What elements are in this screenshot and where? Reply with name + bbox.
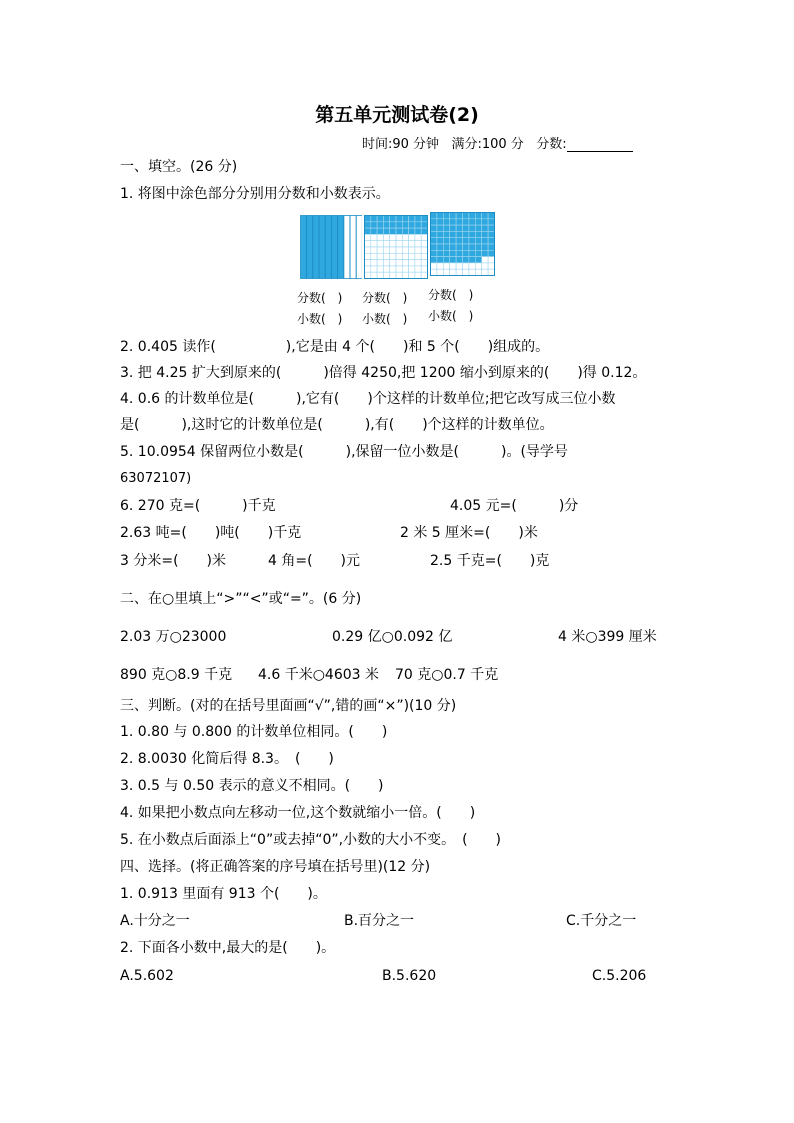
grid-cell [463,219,469,225]
question-1-6-item: 2.5 千克=( )克 [430,553,550,569]
grid-cell [377,253,383,259]
grid-cell [390,234,396,240]
grid-cell [437,238,443,244]
grid-cell [469,238,475,244]
grid-cell [431,257,437,263]
grid-cell [390,241,396,247]
grid-cell [421,241,427,247]
question-1-6-item: 4.05 元=( )分 [450,498,579,514]
grid-cell [415,260,421,266]
grid-cell [443,269,449,275]
grid-cell [482,257,488,263]
grid-cell [463,269,469,275]
compare-item: 2.03 万○23000 [120,629,227,645]
grid-cell [469,250,475,256]
grid-cell [437,244,443,250]
grid-cell [415,272,421,278]
judge-item: 5. 在小数点后面添上“0”或去掉“0”,小数的大小不变。 ( ) [120,832,502,848]
strip-cell [301,216,307,279]
grid-cell [469,231,475,237]
grid-cell [377,247,383,253]
compare-item: 4.6 千米○4603 米 [258,667,380,683]
grid-cell [482,225,488,231]
grid-cell [421,260,427,266]
grid-cell [456,263,462,269]
grid-cell [475,250,481,256]
grid-cell [469,213,475,219]
grid-cell [421,228,427,234]
grid-cell [371,241,377,247]
grid-cell [421,247,427,253]
grid-cell [371,216,377,222]
grid-cell [409,266,415,272]
grid-cell [475,244,481,250]
page-title: 第五单元测试卷(2) [315,104,479,126]
grid-cell [396,222,402,228]
grid-cell [409,234,415,240]
full-score-label: 满分:100 分 [451,137,524,152]
grid-cell [443,231,449,237]
grid-cell [409,253,415,259]
grid-cell [415,222,421,228]
grid-cell [437,219,443,225]
grid-cell [450,269,456,275]
grid-cell [377,222,383,228]
grid-cell [475,269,481,275]
grid-cell [377,234,383,240]
grid-cell [421,216,427,222]
score-label: 分数: [536,137,567,152]
grid-cell [443,250,449,256]
grid-cell [421,266,427,272]
grid-cell [415,266,421,272]
grid-cell [421,253,427,259]
grid-cell [482,250,488,256]
section-1-heading: 一、填空。(26 分) [120,159,238,175]
grid-cell [450,219,456,225]
grid-cell [443,213,449,219]
grid-cell [383,260,389,266]
grid-cell [469,219,475,225]
grid-cell [431,250,437,256]
grid-cell [456,231,462,237]
choice-question-2: 2. 下面各小数中,最大的是( )。 [120,940,336,956]
grid-cell [402,234,408,240]
grid-cell [377,228,383,234]
grid-cell [450,244,456,250]
grid-cell [450,231,456,237]
grid-cell [415,216,421,222]
grid-cell [377,266,383,272]
grid-cell [488,225,494,231]
grid-cell [475,225,481,231]
grid-cell [365,266,371,272]
grid-cell [463,225,469,231]
grid-cell [456,213,462,219]
strip-cell [338,216,344,279]
grid-cell [383,241,389,247]
grid-cell [390,228,396,234]
judge-item: 4. 如果把小数点向左移动一位,这个数就缩小一倍。( ) [120,805,476,821]
grid-cell [402,222,408,228]
grid-cell [371,266,377,272]
grid-cell [409,241,415,247]
strip-cell [307,216,313,279]
grid-cell [365,272,371,278]
compare-item: 70 克○0.7 千克 [395,667,499,683]
choice-option-b: B.5.620 [382,968,437,984]
grid-cell [431,225,437,231]
grid-cell [409,222,415,228]
decimal-label-1: 小数( ) [297,312,343,326]
question-1-3: 3. 把 4.25 扩大到原来的( )倍得 4250,把 1200 缩小到原来的( )得 0.12。 [120,365,647,381]
question-1-1: 1. 将图中涂色部分分别用分数和小数表示。 [120,186,390,202]
grid-cell [365,222,371,228]
grid-cell [409,272,415,278]
figure-strip-grid [300,215,362,279]
grid-cell [475,219,481,225]
grid-cell [488,257,494,263]
grid-cell [383,272,389,278]
grid-cell [443,263,449,269]
figure-hundred-grid-b [430,212,495,276]
grid-cell [482,231,488,237]
grid-cell [475,257,481,263]
question-1-5-line2: 63072107) [120,471,192,486]
question-1-6-item: 2 米 5 厘米=( )米 [400,525,538,541]
grid-cell [409,228,415,234]
grid-cell [365,216,371,222]
grid-cell [396,272,402,278]
grid-cell [390,253,396,259]
compare-item: 890 克○8.9 千克 [120,667,233,683]
grid-cell [431,213,437,219]
grid-cell [402,247,408,253]
strip-cell [313,216,319,279]
grid-cell [377,241,383,247]
grid-cell [371,222,377,228]
grid-cell [421,234,427,240]
grid-cell [431,244,437,250]
grid-cell [409,260,415,266]
grid-cell [431,219,437,225]
grid-cell [488,244,494,250]
grid-cell [443,257,449,263]
grid-cell [482,263,488,269]
grid-cell [450,250,456,256]
grid-cell [463,250,469,256]
grid-cell [402,253,408,259]
grid-cell [475,238,481,244]
grid-cell [371,234,377,240]
strip-cell [319,216,325,279]
grid-cell [463,238,469,244]
grid-cell [450,257,456,263]
section-4-heading: 四、选择。(将正确答案的序号填在括号里)(12 分) [120,859,431,875]
compare-item: 0.29 亿○0.092 亿 [332,629,453,645]
section-3-heading: 三、判断。(对的在括号里面画“√”,错的画“×”)(10 分) [120,698,457,714]
grid-cell [383,247,389,253]
choice-question-1: 1. 0.913 里面有 913 个( )。 [120,886,327,902]
grid-cell [431,231,437,237]
grid-cell [431,238,437,244]
grid-cell [488,231,494,237]
grid-cell [488,219,494,225]
grid-cell [371,228,377,234]
grid-cell [365,228,371,234]
grid-cell [402,260,408,266]
grid-cell [482,238,488,244]
fraction-label-2: 分数( ) [362,291,408,305]
question-1-4-line2: 是( ),这时它的计数单位是( ),有( )个这样的计数单位。 [120,417,554,433]
grid-cell [390,266,396,272]
grid-cell [456,238,462,244]
grid-cell [383,228,389,234]
grid-cell [475,213,481,219]
grid-cell [365,253,371,259]
score-blank[interactable] [567,139,633,152]
grid-cell [437,231,443,237]
grid-cell [488,213,494,219]
grid-cell [371,247,377,253]
grid-cell [402,228,408,234]
grid-cell [443,238,449,244]
grid-cell [365,260,371,266]
grid-cell [383,234,389,240]
strip-cell [350,216,356,279]
grid-cell [383,253,389,259]
grid-cell [415,228,421,234]
grid-cell [463,231,469,237]
grid-cell [463,244,469,250]
decimal-label-2: 小数( ) [362,312,408,326]
question-1-4-line1: 4. 0.6 的计数单位是( ),它有( )个这样的计数单位;把它改写成三位小数 [120,391,616,407]
question-1-6-item: 3 分米=( )米 [120,553,227,569]
grid-cell [415,241,421,247]
grid-cell [482,213,488,219]
grid-cell [431,263,437,269]
grid-cell [409,247,415,253]
grid-cell [396,241,402,247]
grid-cell [437,257,443,263]
grid-cell [469,257,475,263]
grid-cell [450,225,456,231]
grid-cell [415,234,421,240]
grid-cell [371,272,377,278]
grid-cell [456,219,462,225]
strip-cell [344,216,350,279]
judge-item: 3. 0.5 与 0.50 表示的意义不相同。( ) [120,778,384,794]
question-1-5-line1: 5. 10.0954 保留两位小数是( ),保留一位小数是( )。(导学号 [120,444,568,460]
grid-cell [396,228,402,234]
grid-cell [390,216,396,222]
grid-cell [377,272,383,278]
grid-cell [402,216,408,222]
exam-meta [362,133,633,152]
grid-cell [488,250,494,256]
grid-cell [365,234,371,240]
choice-option-b: B.百分之一 [344,913,415,929]
grid-cell [383,222,389,228]
choice-option-a: A.5.602 [120,968,174,984]
grid-cell [443,225,449,231]
grid-cell [443,219,449,225]
grid-cell [488,263,494,269]
grid-cell [469,269,475,275]
judge-item: 2. 8.0030 化简后得 8.3。 ( ) [120,751,334,767]
grid-cell [469,225,475,231]
fraction-label-3: 分数( ) [428,288,474,302]
grid-cell [475,263,481,269]
grid-cell [402,241,408,247]
grid-cell [482,269,488,275]
grid-cell [383,266,389,272]
grid-cell [390,272,396,278]
grid-cell [421,222,427,228]
judge-item: 1. 0.80 与 0.800 的计数单位相同。( ) [120,724,388,740]
choice-option-c: C.5.206 [592,968,647,984]
grid-cell [437,213,443,219]
grid-cell [377,260,383,266]
question-1-6-item: 4 角=( )元 [268,553,361,569]
grid-cell [443,244,449,250]
grid-cell [488,269,494,275]
time-label: 时间:90 分钟 [362,137,440,152]
grid-cell [396,260,402,266]
grid-cell [390,247,396,253]
grid-cell [409,216,415,222]
grid-cell [415,247,421,253]
choice-option-c: C.千分之一 [566,913,637,929]
strip-cell [356,216,362,279]
grid-cell [456,257,462,263]
grid-cell [390,222,396,228]
grid-cell [456,225,462,231]
grid-cell [482,219,488,225]
grid-cell [402,266,408,272]
decimal-label-3: 小数( ) [428,309,474,323]
grid-cell [421,272,427,278]
grid-cell [463,257,469,263]
grid-cell [456,269,462,275]
grid-cell [437,263,443,269]
grid-cell [396,234,402,240]
grid-cell [377,216,383,222]
choice-option-a: A.十分之一 [120,913,190,929]
grid-cell [431,269,437,275]
grid-cell [371,260,377,266]
fraction-label-1: 分数( ) [297,291,343,305]
grid-cell [383,216,389,222]
grid-cell [396,253,402,259]
question-1-6-item: 2.63 吨=( )吨( )千克 [120,525,302,541]
grid-cell [469,263,475,269]
grid-cell [365,247,371,253]
strip-cell [332,216,338,279]
grid-cell [415,253,421,259]
compare-item: 4 米○399 厘米 [558,629,657,645]
grid-cell [402,272,408,278]
grid-cell [488,238,494,244]
grid-cell [396,247,402,253]
grid-cell [371,253,377,259]
grid-cell [450,213,456,219]
section-2-heading: 二、在○里填上“>”“<”或“=”。(6 分) [120,591,362,607]
grid-cell [469,244,475,250]
grid-cell [482,244,488,250]
question-1-2: 2. 0.405 读作( ),它是由 4 个( )和 5 个( )组成的。 [120,339,550,355]
grid-cell [437,250,443,256]
grid-cell [450,238,456,244]
grid-cell [390,260,396,266]
grid-cell [456,244,462,250]
grid-cell [396,216,402,222]
grid-cell [450,263,456,269]
grid-cell [396,266,402,272]
grid-cell [437,225,443,231]
figure-hundred-grid-a [364,215,428,279]
grid-cell [437,269,443,275]
grid-cell [463,263,469,269]
grid-cell [456,250,462,256]
grid-cell [463,213,469,219]
grid-cell [365,241,371,247]
grid-cell [475,231,481,237]
strip-cell [325,216,331,279]
question-1-6-item: 6. 270 克=( )千克 [120,498,276,514]
